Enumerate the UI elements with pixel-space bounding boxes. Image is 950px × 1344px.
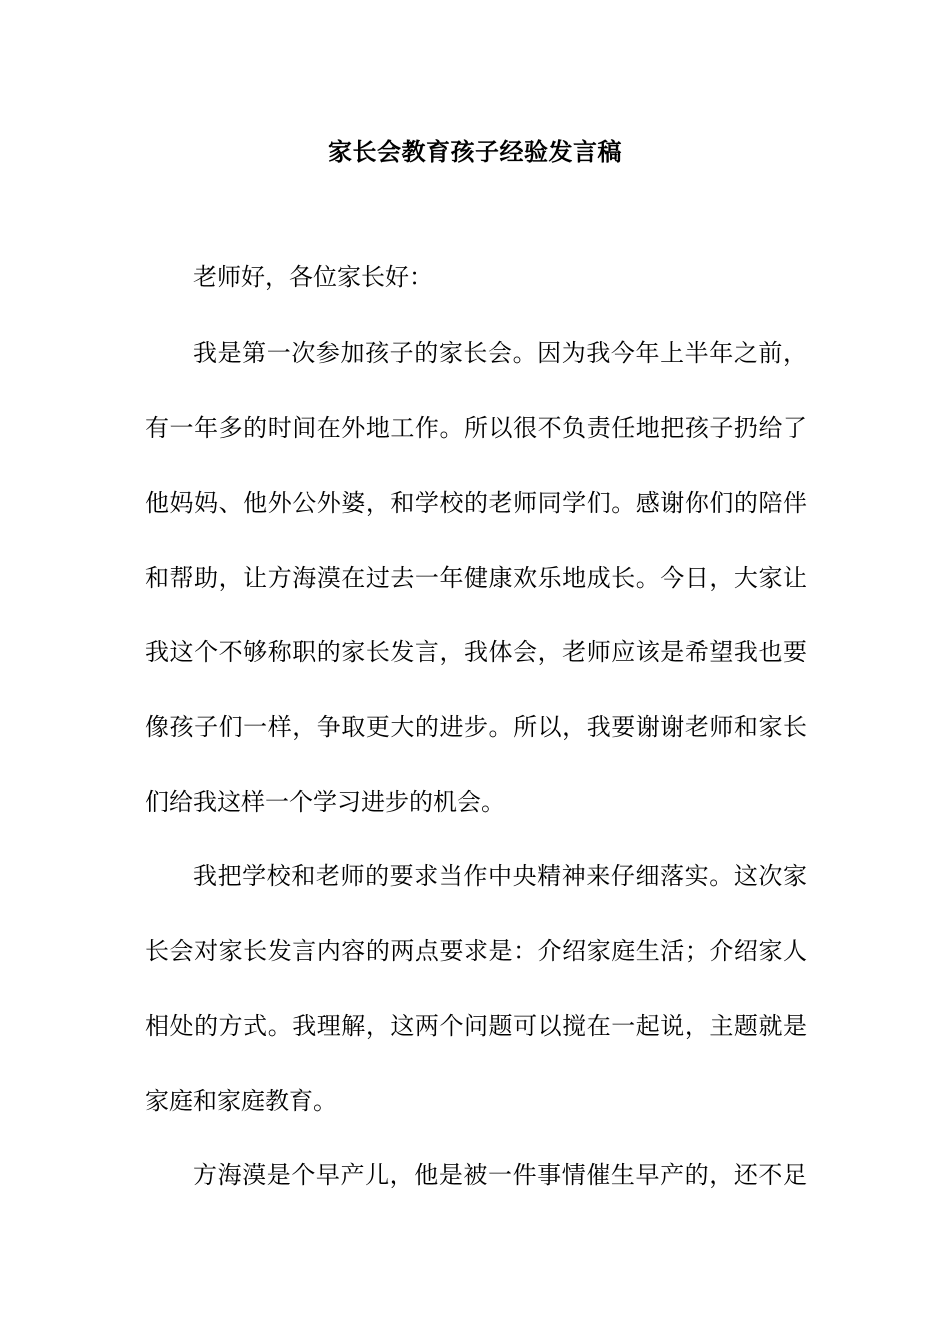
paragraph-1-line-1: 我是第一次参加孩子的家长会。因为我今年上半年之前， bbox=[193, 339, 807, 367]
salutation-line: 老师好，各位家长好： bbox=[193, 263, 433, 291]
paragraph-1-line-2: 有一年多的时间在外地工作。所以很不负责任地把孩子扔给了 bbox=[145, 414, 807, 442]
paragraph-1-line-7: 们给我这样一个学习进步的机会。 bbox=[145, 788, 505, 816]
paragraph-2-line-4: 家庭和家庭教育。 bbox=[145, 1087, 337, 1115]
paragraph-2-line-3: 相处的方式。我理解，这两个问题可以搅在一起说，主题就是 bbox=[145, 1012, 807, 1040]
paragraph-1-line-5: 我这个不够称职的家长发言，我体会，老师应该是希望我也要 bbox=[145, 638, 807, 666]
paragraph-3-line-1: 方海漠是个早产儿，他是被一件事情催生早产的，还不足 bbox=[193, 1161, 807, 1189]
paragraph-1-line-6: 像孩子们一样，争取更大的进步。所以，我要谢谢老师和家长 bbox=[145, 713, 807, 741]
paragraph-2-line-2: 长会对家长发言内容的两点要求是：介绍家庭生活；介绍家人 bbox=[145, 937, 807, 965]
document-title: 家长会教育孩子经验发言稿 bbox=[328, 137, 622, 166]
paragraph-1-line-3: 他妈妈、他外公外婆，和学校的老师同学们。感谢你们的陪伴 bbox=[145, 489, 807, 517]
paragraph-2-line-1: 我把学校和老师的要求当作中央精神来仔细落实。这次家 bbox=[193, 862, 807, 890]
paragraph-1-line-4: 和帮助，让方海漠在过去一年健康欢乐地成长。今日，大家让 bbox=[145, 564, 807, 592]
